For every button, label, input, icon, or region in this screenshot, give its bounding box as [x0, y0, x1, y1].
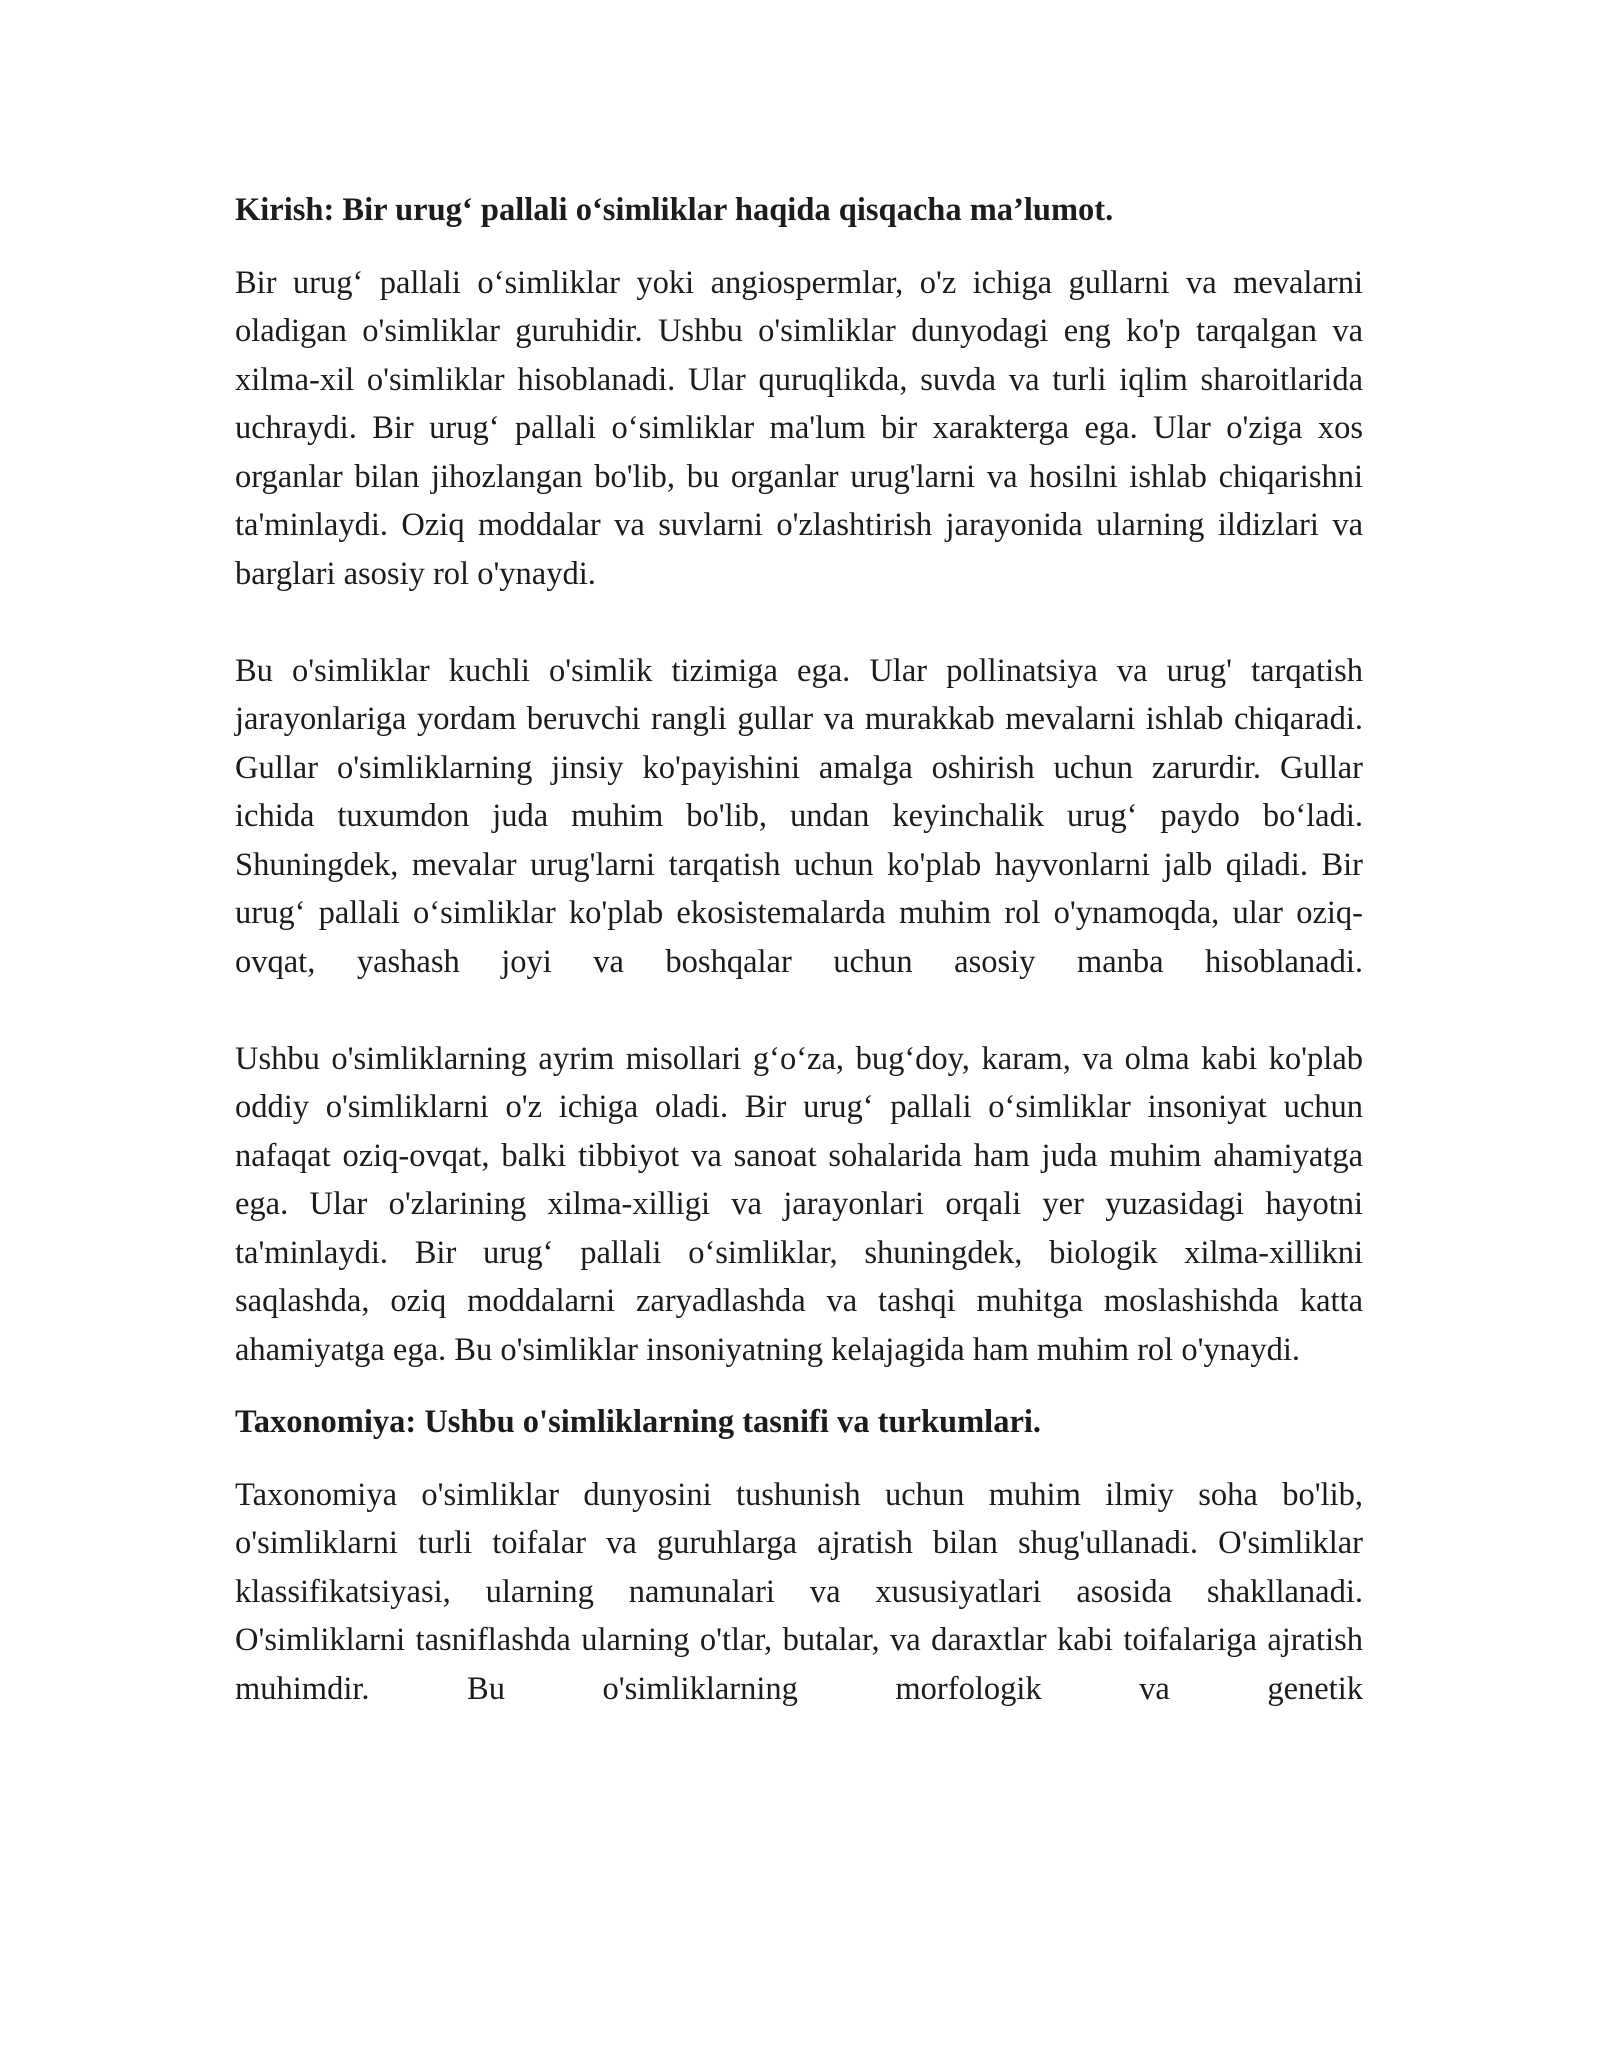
paragraph-taxonomy: Taxonomiya o'simliklar dunyosini tushunish uchun muhim ilmiy soha bo'lib, o'simliklarni turli toifalar va guruhlarga ajratish bilan shug'ullanadi. O'simliklar klassifikatsiyasi, ularning namunalari va xususiyatlari asosida shakllanadi. O'simliklarni tasniflashda ularning o'tlar, butalar, va daraxtlar kabi toifalariga ajratish muhimdir. Bu o'simliklarning morfologik va genetik: [235, 1476, 1363, 1707]
section-heading-intro: Kirish: Bir urug‘ pallali o‘simliklar haqida qisqacha ma’lumot.: [235, 192, 1114, 228]
paragraph-intro-1: Bir urug‘ pallali o‘simliklar yoki angiospermlar, o'z ichiga gullarni va mevalarni oladigan o'simliklar guruhidir. Ushbu o'simliklar dunyodagi eng ko'p tarqalgan va xilma-xil o'simliklar hisoblanadi. Ular quruqlikda, suvda va turli iqlim sharoitlarida uchraydi. Bir urug‘ pallali o‘simliklar ma'lum bir xarakterga ega. Ular o'ziga xos organlar bilan jihozlangan bo'lib, bu organlar urug'larni va hosilni ishlab chiqarishni ta'minlaydi. Oziq moddalar va suvlarni o'zlashtirish jarayonida ularning ildizlari va barglari asosiy rol o'ynaydi.: [235, 264, 1363, 592]
paragraph-intro-2: Bu o'simliklar kuchli o'simlik tizimiga ega. Ular pollinatsiya va urug' tarqatish jarayonlariga yordam beruvchi rangli gullar va murakkab mevalarni ishlab chiqaradi. Gullar o'simliklarning jinsiy ko'payishini amalga oshirish uchun zarurdir. Gullar ichida tuxumdon juda muhim bo'lib, undan keyinchalik urug‘ paydo bo‘ladi. Shuningdek, mevalar urug'larni tarqatish uchun ko'plab hayvonlarni jalb qiladi. Bir urug‘ pallali o‘simliklar ko'plab ekosistemalarda muhim rol o'ynamoqda, ular oziq-ovqat, yashash joyi va boshqalar uchun asosiy manba hisoblanadi.: [235, 652, 1363, 980]
document-page: [235, 186, 1363, 1713]
section-heading-taxonomy: Taxonomiya: Ushbu o'simliklarning tasnifi va turkumlari.: [235, 1404, 1042, 1440]
paragraph-intro-3: Ushbu o'simliklarning ayrim misollari g‘o‘za, bug‘doy, karam, va olma kabi ko'plab oddiy o'simliklarni o'z ichiga oladi. Bir urug‘ pallali o‘simliklar insoniyat uchun nafaqat oziq-ovqat, balki tibbiyot va sanoat sohalarida ham juda muhim ahamiyatga ega. Ular o'zlarining xilma-xilligi va jarayonlari orqali yer yuzasidagi hayotni ta'minlaydi. Bir urug‘ pallali o‘simliklar, shuningdek, biologik xilma-xillikni saqlashda, oziq moddalarni zaryadlashda va tashqi muhitga moslashishda katta ahamiyatga ega. Bu o'simliklar insoniyatning kelajagida ham muhim rol o'ynaydi.: [235, 1040, 1363, 1368]
